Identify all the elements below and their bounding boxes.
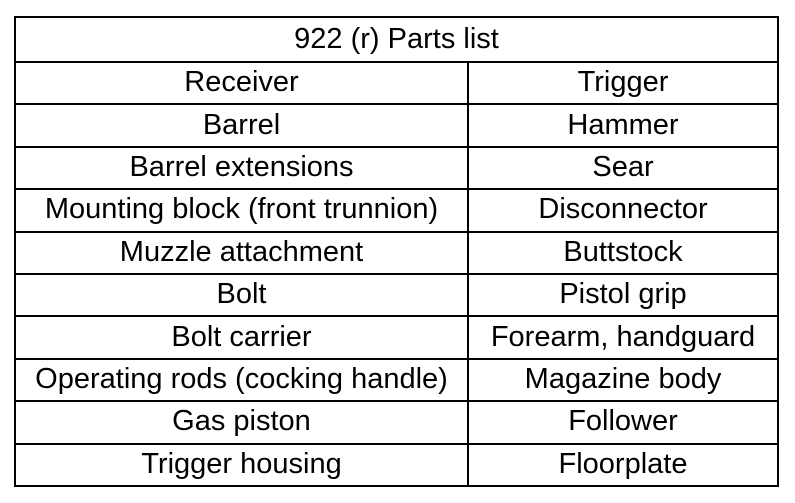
table-cell-left: Muzzle attachment [15, 232, 468, 274]
parts-list-table [14, 16, 779, 487]
table-cell-right: Buttstock [468, 232, 778, 274]
table-row [15, 232, 778, 274]
table-cell-right: Floorplate [468, 444, 778, 486]
table-row [15, 444, 778, 486]
table-cell-left: Bolt [15, 274, 468, 316]
table-cell-right: Sear [468, 147, 778, 189]
table-cell-right: Forearm, handguard [468, 316, 778, 358]
table-row [15, 359, 778, 401]
table-cell-left: Trigger housing [15, 444, 468, 486]
table-cell-left: Receiver [15, 62, 468, 104]
table-cell-right: Magazine body [468, 359, 778, 401]
table-row [15, 189, 778, 231]
table-cell-left: Barrel extensions [15, 147, 468, 189]
table-cell-left: Barrel [15, 104, 468, 146]
table-row [15, 401, 778, 443]
table-cell-right: Hammer [468, 104, 778, 146]
table-cell-left: Mounting block (front trunnion) [15, 189, 468, 231]
table-title-row [15, 17, 778, 62]
table-title: 922 (r) Parts list [15, 17, 778, 62]
table-row [15, 147, 778, 189]
table-row [15, 104, 778, 146]
table-cell-right: Pistol grip [468, 274, 778, 316]
table-cell-left: Gas piston [15, 401, 468, 443]
table-cell-right: Disconnector [468, 189, 778, 231]
table-cell-right: Trigger [468, 62, 778, 104]
table-cell-left: Bolt carrier [15, 316, 468, 358]
table-row [15, 274, 778, 316]
table-cell-left: Operating rods (cocking handle) [15, 359, 468, 401]
table-row [15, 62, 778, 104]
table-cell-right: Follower [468, 401, 778, 443]
table-row [15, 316, 778, 358]
